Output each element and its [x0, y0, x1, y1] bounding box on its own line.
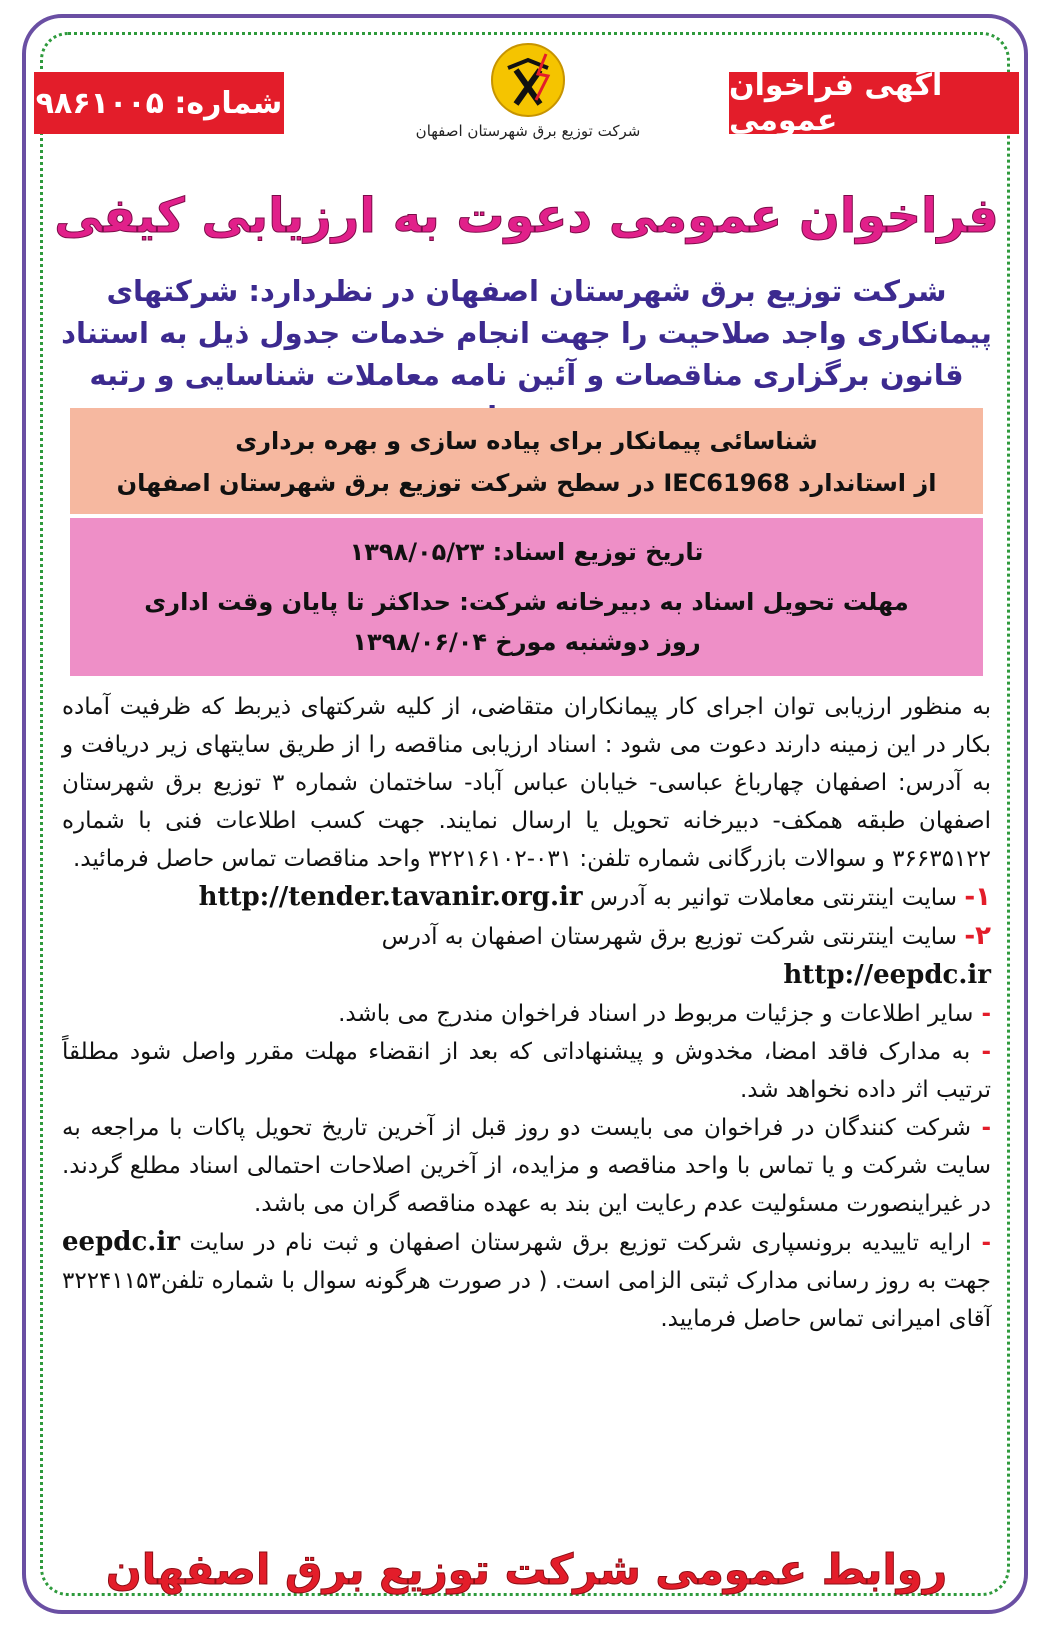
bullet-text: شرکت کنندگان در فراخوان می بایست دو روز قبل از آخرین تاریخ تحویل پاکات با مراجعه به سایت شرکت و یا تماس با واحد مناقصه و مزایده، از آخرین اصلاحات احتمالی اسناد مطلع گردند. در غیراینصورت مسئولیت عدم رعایت این بند به عهده مناقصه گران می باشد.: [62, 1115, 991, 1217]
dates-box: [70, 518, 983, 676]
footer-signature: روابط عمومی شرکت توزیع برق اصفهان: [105, 1545, 948, 1594]
item-text: سایت اینترنتی معاملات توانیر به آدرس: [589, 885, 958, 911]
bullet-text: به مدارک فاقد امضا، مخدوش و پیشنهاداتی که بعد از انقضاء مهلت مقرر واصل شود مطلقاً ترتیب اثر داده نخواهد شد.: [62, 1039, 991, 1103]
item-number: ۲-: [964, 921, 991, 951]
main-title: فراخوان عمومی دعوت به ارزیابی کیفی: [54, 188, 999, 244]
company-name-caption: شرکت توزیع برق شهرستان اصفهان: [415, 122, 641, 140]
intro-paragraph: شرکت توزیع برق شهرستان اصفهان در نظردارد: شرکتهای پیمانکاری واجد صلاحیت را جهت انجام خدمات جدول ذیل به استناد قانون برگزاری مناقصات و آئین نامه معاملات شناسایی و رتبه: [61, 274, 992, 392]
notice-number-tab: [34, 72, 284, 134]
list-item: [62, 917, 991, 956]
body-paragraph: به منظور ارزیابی توان اجرای کار پیمانکاران متقاضی، از کلیه شرکتهای ذیربط که ظرفیت آماده بکار در این زمینه دارند دعوت می شود : اسناد ارزیابی مناقصه را از طریق سایتهای زیر دریافت و به آدرس: اصفهان چهارباغ عباسی- خیابان عباس آباد- ساختمان شماره ۳ توزیع برق شهرستان اصفهان طبقه همکف- دبیرخانه تحویل یا ارسال نمایند. جهت کسب اطلاعات فنی با شماره ۳۶۶۳۵۱۲۲ و سوالات بازرگانی شماره تلفن: ۰۳۱-۳۲۲۱۶۱۰۲ واحد مناقصات تماس حاصل فرمائید.: [62, 694, 991, 872]
deadline-line-2: روز دوشنبه مورخ ۱۳۹۸/۰۶/۰۴: [352, 628, 701, 656]
subject-line-2: از استاندارد IEC61968 در سطح شرکت توزیع برق شهرستان اصفهان: [116, 469, 937, 497]
bullet-text: جهت به روز رسانی مدارک ثبتی الزامی است. ( در صورت هرگونه سوال با شماره تلفن۳۲۲۴۱۱۵۳ آقای امیرانی تماس حاصل فرمایید.: [62, 1268, 991, 1332]
subject-box: [70, 408, 983, 514]
notice-number-label: شماره: ۹۸۶۱۰۰۵: [35, 85, 283, 121]
bullet-item: - شرکت کنندگان در فراخوان می بایست دو روز قبل از آخرین تاریخ تحویل پاکات با مراجعه به سایت شرکت و یا تماس با واحد مناقصه و مزایده، از آخرین اصلاحات احتمالی اسناد مطلع گردند. در غیراینصورت مسئولیت عدم رعایت این بند به عهده مناقصه گران می باشد.: [62, 1115, 991, 1217]
tavanir-link[interactable]: http://tender.tavanir.org.ir: [198, 882, 583, 912]
item-text: سایت اینترنتی شرکت توزیع برق شهرستان اصفهان به آدرس: [381, 924, 958, 950]
bullet-text: سایر اطلاعات و جزئیات مربوط در اسناد فراخوان مندرج می باشد.: [338, 1001, 974, 1027]
eepdc-link[interactable]: http://eepdc.ir: [783, 960, 991, 990]
bullet-item: - به مدارک فاقد امضا، مخدوش و پیشنهاداتی که بعد از انقضاء مهلت مقرر واصل شود مطلقاً ترتیب اثر داده نخواهد شد.: [62, 1039, 991, 1103]
subject-line-1: شناسائی پیمانکار برای پیاده سازی و بهره برداری: [235, 427, 818, 455]
deadline-line-1: مهلت تحویل اسناد به دبیرخانه شرکت: حداکثر تا پایان وقت اداری: [144, 588, 909, 616]
eepdc-site-link[interactable]: eepdc.ir: [62, 1227, 180, 1257]
notice-type-label: آگهی فراخوان عمومی: [729, 68, 943, 138]
list-item-url-line: [62, 956, 991, 995]
bullet-item: - ارایه تاییدیه برونسپاری شرکت توزیع برق شهرستان اصفهان و ثبت نام در سایت eepdc.ir جهت به روز رسانی مدارک ثبتی الزامی است. ( در صورت هرگونه سوال با شماره تلفن۳۲۲۴۱۱۵۳ آقای امیرانی تماس حاصل فرمایید.: [62, 1227, 992, 1332]
bullet-text: ارایه تاییدیه برونسپاری شرکت توزیع برق شهرستان اصفهان و ثبت نام در سایت: [189, 1230, 972, 1256]
company-logo-block: [398, 40, 658, 140]
distribution-date: تاریخ توزیع اسناد: ۱۳۹۸/۰۵/۲۳: [349, 538, 704, 566]
item-number: ۱-: [964, 882, 991, 912]
list-item: [62, 878, 991, 917]
body-text: [62, 688, 991, 1338]
notice-type-tab: [729, 68, 1019, 138]
power-distribution-logo-icon: [488, 40, 568, 120]
bullet-item: - سایر اطلاعات و جزئیات مربوط در اسناد فراخوان مندرج می باشد.: [338, 1001, 991, 1027]
